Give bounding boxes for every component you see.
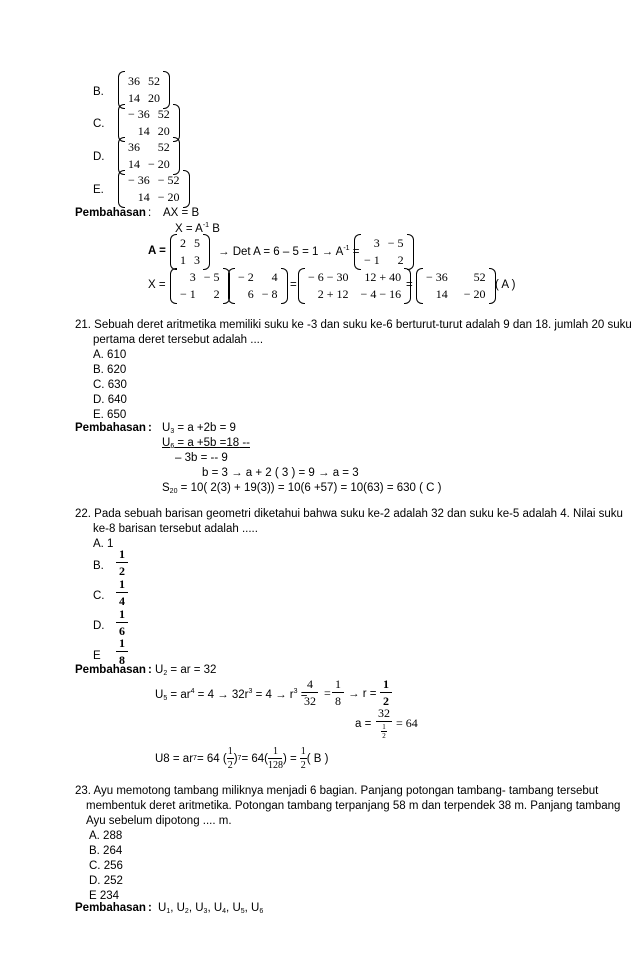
option: A. 610: [93, 349, 127, 361]
question-text: ke-8 barisan tersebut adalah .....: [93, 523, 258, 535]
option-matrix: 36 52 14 20: [118, 71, 170, 109]
colon: :: [148, 902, 152, 914]
equation-line: → r =: [348, 688, 377, 700]
equation-line: a =: [355, 718, 372, 730]
colon: :: [148, 664, 152, 676]
fraction: 32 1 2: [378, 706, 390, 740]
option: A. 288: [89, 830, 123, 842]
fraction: 4 32: [304, 677, 316, 708]
option-letter: C.: [93, 118, 105, 130]
pembahasan-label: Pembahasan: [75, 422, 146, 434]
matrix-x3: − 6 − 30 12 + 40 2 + 12 − 4 − 16: [298, 268, 411, 304]
fraction: 1 8: [332, 677, 344, 708]
matrix-x-label: X =: [148, 279, 166, 291]
option: A. 1: [93, 538, 114, 550]
colon: :: [148, 422, 152, 434]
matrix-x1: 3 − 5 − 1 2: [170, 268, 230, 304]
equation-line: AX = B: [163, 207, 200, 219]
option-letter: B.: [93, 86, 104, 98]
pembahasan-label: Pembahasan: [75, 902, 146, 914]
question-text: 21. Sebuah deret aritmetika memiliki suku ke -3 dan suku ke-6 berturut-turut adalah 9 dan 18. jumlah 20 suku: [75, 319, 632, 331]
question-text: 23. Ayu memotong tambang miliknya menjadi 6 bagian. Panjang potongan tambang- tambang tersebut: [75, 785, 599, 797]
option-letter: D.: [93, 151, 105, 163]
option: C. 630: [93, 379, 127, 391]
matrix-a-label: A =: [148, 245, 166, 257]
option: E. 650: [93, 409, 127, 421]
option-letter: D.: [93, 620, 105, 632]
equals-sign: =: [324, 686, 331, 700]
option-fraction: 1 4: [116, 577, 128, 608]
option-matrix: − 36 − 52 14 − 20: [118, 170, 190, 208]
equation-line: – 3b = -- 9: [175, 452, 228, 464]
option-letter: C.: [93, 590, 105, 602]
equation-line: $U_6 = a +5b =18$ --: [162, 437, 250, 450]
equation-line: $U_2$ = ar = 32: [155, 664, 217, 677]
option: C. 256: [89, 860, 123, 872]
equation-line: b = 3 → a + 2 ( 3 ) = 9 → a = 3: [202, 467, 359, 479]
matrix-a: 2 5 1 3: [170, 234, 210, 270]
option: D. 252: [89, 875, 123, 887]
equation-line: $U_5 = ar^4 = 4 \to 32r^3 = 4 \to r^3$ =: [155, 688, 308, 702]
option: B. 264: [89, 845, 123, 857]
option-letter: B.: [93, 560, 104, 572]
option-matrix: 36 52 14 − 20: [118, 137, 180, 175]
option-matrix: − 36 52 14 20: [118, 104, 180, 142]
colon: :: [148, 207, 152, 219]
equation-line: $S_{20} = 10$( 2(3) + 19(3)) = 10(6 +57) = 10(63) = 630 ( C ): [162, 482, 442, 495]
equation-line-u8: U8 = ar 7 = 64 ( 1 2 ) 7 = 64( 1 128 ) = 1 2 ( B ): [155, 746, 329, 771]
option-letter: E.: [93, 184, 104, 196]
option-letter: E: [93, 650, 101, 662]
question-text: membentuk deret aritmetika. Potongan tambang terpanjang 58 m dan terpendek 38 m. Panjang tambang: [86, 800, 621, 812]
equation-line: $U_3 = a +2b = 9$: [162, 422, 236, 435]
matrix-x2: − 2 4 6 − 8: [228, 268, 288, 304]
equals-sign: =: [290, 279, 297, 291]
matrix-x4: − 36 52 14 − 20: [416, 268, 496, 304]
question-text: pertama deret tersebut adalah ....: [93, 334, 264, 346]
equation-line: $X = A^{-1}$ B: [175, 222, 220, 235]
pembahasan-label: Pembahasan: [75, 664, 146, 676]
question-text: 22. Pada sebuah barisan geometri diketahui bahwa suku ke-2 adalah 32 dan suku ke-5 adalah 4. Nilai suku: [75, 508, 623, 520]
option: D. 640: [93, 394, 127, 406]
determinant-text: → Det $A = 6 - 5 = 1 \to A^{-1}$ =: [218, 245, 360, 258]
option-fraction: 1 6: [116, 607, 128, 638]
matrix-a-inverse: 3 − 5 − 1 2: [354, 234, 414, 270]
option-fraction: 1 2: [116, 547, 128, 578]
option: B. 620: [93, 364, 127, 376]
fraction: 1 2: [380, 677, 392, 708]
pembahasan-label: Pembahasan: [75, 207, 146, 219]
equals-sign: =: [406, 279, 413, 291]
answer: ( A ): [495, 279, 516, 291]
option-fraction: 1 8: [116, 636, 128, 667]
equation-line: $U_1$, $U_2$, $U_3$, $U_4$, $U_5$, $U_6$: [158, 902, 264, 915]
equation-result: = 64: [396, 716, 418, 730]
option: E 234: [89, 890, 120, 902]
question-text: Ayu sebelum dipotong .... m.: [86, 815, 232, 827]
